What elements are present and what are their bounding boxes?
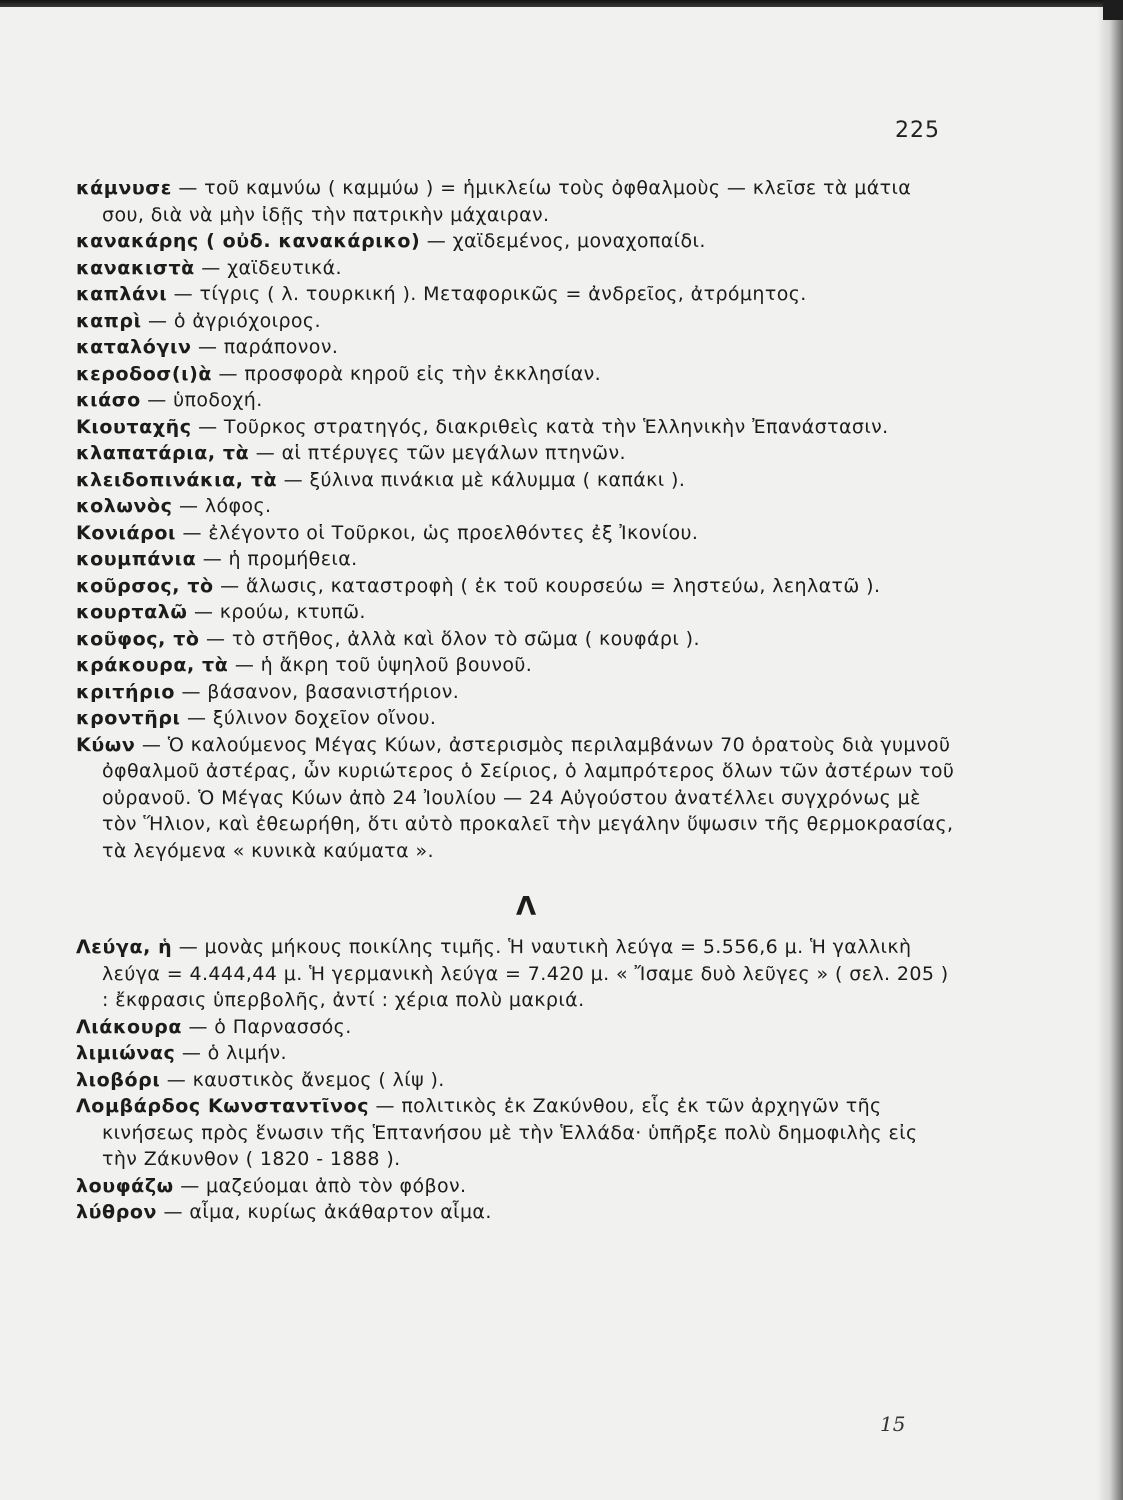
entry-headword: κριτήριο [76,680,176,703]
glossary-entry [76,934,956,1014]
entry-definition: — μαζεύομαι ἀπὸ τὸν φόβον. [173,1174,467,1197]
glossary-entry [76,361,956,388]
entry-definition: — Ὁ καλούμενος Μέγας Κύων, ἀστερισμὸς περιλαμβάνων 70 ὁρατοὺς διὰ γυμνοῦ ὀφθαλμοῦ ἀστέρας, ὧν κυριώτερος ὁ Σείριος, ὁ λαμπρότερος ὅλων τῶν ἀστέρων τοῦ οὐρανοῦ. Ὁ Μέγας Κύων ἀπὸ 24 Ἰουλίου — 24 Αὐγούστου ἀνατέλλει συγχρόνως μὲ τὸν Ἥλιον, καὶ ἐθεωρήθη, ὅτι αὐτὸ προκαλεῖ τὴν μεγάλην ὕψωσιν τῆς θερμοκρασίας, τὰ λεγόμενα « κυνικὰ καύματα ». [102,733,955,862]
entry-definition: — τοῦ καμνύω ( καμμύω ) = ἡμικλείω τοὺς ὀφθαλμοὺς — κλεῖσε τὰ μάτια σου, διὰ νὰ μὴν ἰδῇς τὴν πατρικὴν μάχαιραν. [102,177,912,226]
entry-headword: λιμιώνας [76,1042,176,1064]
entry-headword: κανακάρης ( οὐδ. κανακάρικο) [76,230,421,252]
entry-definition: — ἐλέγοντο οἱ Τοῦρκοι, ὡς προελθόντες ἐξ Ἰκονίου. [176,521,699,544]
entry-definition: — λόφος. [172,495,272,517]
entry-definition: — ξύλινον δοχεῖον οἴνου. [180,707,437,729]
entry-definition: — αἱ πτέρυγες τῶν μεγάλων πτηνῶν. [249,442,626,464]
glossary-entry [76,467,956,494]
entry-definition: — τὸ στῆθος, ἀλλὰ καὶ ὅλον τὸ σῶμα ( κουφάρι ). [199,627,700,650]
glossary-entry [76,679,956,706]
glossary-entry [76,732,956,865]
glossary-entry [76,228,956,255]
entry-headword: κουμπάνια [76,548,197,570]
entry-headword: λύθρον [76,1201,158,1223]
glossary-entry [76,705,956,732]
glossary-entry [76,1014,956,1041]
entry-definition: — ὑποδοχή. [140,389,263,411]
glossary-entry [76,1199,956,1226]
glossary-content [76,175,956,1226]
entry-definition: — αἷμα, κυρίως ἀκάθαρτον αἷμα. [157,1201,492,1223]
entry-headword: κοῦρσος, τὸ [76,574,214,597]
glossary-entry [76,1040,956,1067]
glossary-entry [76,281,956,308]
entry-headword: κολωνὸς [76,495,173,517]
page-number: 225 [895,118,940,143]
binding-shadow [1097,0,1123,1500]
entry-headword: κλειδοπινάκια, τὰ [76,468,278,491]
entry-definition: — ἡ ἄκρη τοῦ ὑψηλοῦ βουνοῦ. [228,654,533,676]
entry-headword: λουφάζω [76,1174,174,1197]
entry-definition: — παράπονον. [191,336,339,358]
section-letter-lambda: Λ [515,892,537,922]
entry-definition: — πολιτικὸς ἐκ Ζακύνθου, εἷς ἐκ τῶν ἀρχηγῶν τῆς κινήσεως πρὸς ἕνωσιν τῆς Ἑπτανήσου μὲ τὴν Ἑλλάδα· ὑπῆρξε πολὺ δημοφιλὴς εἰς τὴν Ζάκυνθον ( 1820 - 1888 ). [102,1095,918,1170]
page-top-edge [0,0,1123,7]
glossary-entry [76,255,956,282]
glossary-entry [76,573,956,600]
entry-headword: κοῦφος, τὸ [76,627,200,650]
entry-definition: — ἅλωσις, καταστροφὴ ( ἐκ τοῦ κουρσεύω = ληστεύω, λεηλατῶ ). [213,574,881,597]
entry-headword: Λεύγα, ἡ [76,936,173,958]
entry-headword: Λιάκουρα [76,1015,182,1038]
glossary-entry [76,334,956,361]
entry-definition: — ὁ ἀγριόχοιρος. [141,309,321,332]
glossary-entry [76,1173,956,1200]
glossary-entry [76,1093,956,1173]
glossary-entry [76,599,956,626]
entry-definition: — χαϊδεμένος, μοναχοπαίδι. [420,230,706,252]
glossary-entry [76,652,956,679]
glossary-entry [76,1067,956,1094]
glossary-entry [76,440,956,467]
entry-headword: κροντῆρι [76,707,181,729]
glossary-entry [76,626,956,653]
glossary-section-l [76,934,956,1226]
glossary-entry [76,308,956,335]
entry-definition: — βάσανον, βασανιστήριον. [175,680,460,703]
entry-definition: — ὁ Παρνασσός. [182,1015,352,1038]
entry-headword: κανακιστὰ [76,256,195,279]
corner-notch [1103,0,1123,20]
glossary-entry [76,387,956,414]
glossary-entry [76,414,956,441]
entry-headword: Κύων [76,733,136,756]
entry-definition: — κρούω, κτυπῶ. [187,601,366,623]
entry-headword: Κονιάροι [76,521,177,544]
entry-definition: — Τοῦρκος στρατηγός, διακριθεὶς κατὰ τὴν Ἑλληνικὴν Ἐπανάστασιν. [191,415,889,438]
entry-headword: καπρὶ [76,309,142,332]
entry-definition: — καυστικὸς ἄνεμος ( λίψ ). [160,1068,445,1091]
entry-headword: κεροδοσ(ι)ὰ [76,362,213,385]
glossary-section-k [76,175,956,864]
entry-headword: κράκουρα, τὰ [76,654,229,676]
entry-definition: — μονὰς μήκους ποικίλης τιμῆς. Ἡ ναυτικὴ λεύγα = 5.556,6 μ. Ἡ γαλλικὴ λεύγα = 4.444,44 μ. Ἡ γερμανικὴ λεύγα = 7.420 μ. « Ἴσαμε δυὸ λεῦγες » ( σελ. 205 ) : ἔκφρασις ὑπερβολῆς, ἀντί : χέρια πολὺ μακριά. [102,936,949,1011]
entry-headword: κλαπατάρια, τὰ [76,442,250,464]
entry-headword: καταλόγιν [76,336,192,358]
entry-headword: κουρταλῶ [76,601,188,623]
glossary-entry [76,546,956,573]
entry-definition: — ὁ λιμήν. [175,1042,287,1064]
entry-headword: Κιουταχῆς [76,415,192,438]
entry-headword: Λομβάρδος Κωνσταντῖνος [76,1095,370,1117]
entry-headword: καπλάνι [76,283,168,305]
glossary-entry [76,493,956,520]
printer-signature-mark: 15 [880,1412,906,1436]
entry-headword: κιάσο [76,389,141,411]
entry-definition: — ἡ προμήθεια. [196,548,358,570]
entry-definition: — τίγρις ( λ. τουρκική ). Μεταφορικῶς = ἀνδρεῖος, ἀτρόμητος. [167,283,807,305]
entry-definition: — προσφορὰ κηροῦ εἰς τὴν ἐκκλησίαν. [212,362,602,385]
glossary-entry [76,520,956,547]
glossary-entry [76,175,956,228]
entry-definition: — χαϊδευτικά. [194,256,342,279]
entry-headword: λιοβόρι [76,1068,161,1091]
entry-headword: κάμνυσε [76,177,172,199]
entry-definition: — ξύλινα πινάκια μὲ κάλυμμα ( καπάκι ). [277,468,686,491]
